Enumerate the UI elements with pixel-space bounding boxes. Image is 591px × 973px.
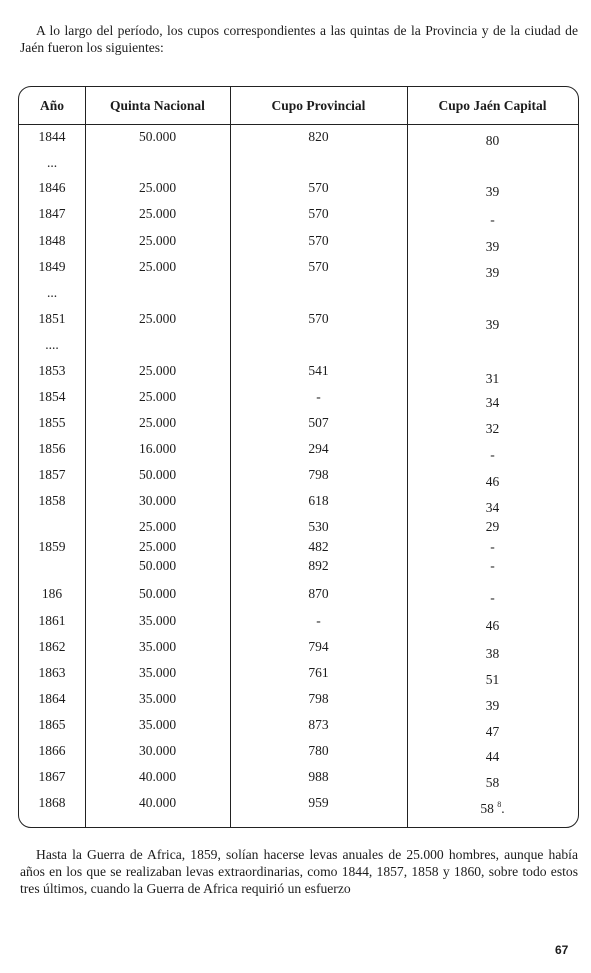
cell-cupo-jaen-capital: - xyxy=(490,447,495,462)
header-cupo-jaen-capital: Cupo Jaén Capital xyxy=(438,98,547,113)
cell-cupo-provincial: 780 xyxy=(308,743,329,758)
cell-cupo-provincial: 570 xyxy=(308,259,329,274)
cell-cupo-provincial: 870 xyxy=(308,586,329,601)
cell-year: 1868 xyxy=(38,795,66,810)
body-paragraph: Hasta la Guerra de Africa, 1859, solían hacerse levas anuales de 25.000 hombres, aunque había años en los que se realizaban levas extraordinarias, como 1844, 1857, 1858 y 1860, sobre todo estos tres últimos, cuando la Guerra de Africa requirió un esfuerzo xyxy=(20,847,578,896)
cell-cupo-jaen-capital: 39 xyxy=(485,265,500,280)
cell-cupo-jaen-capital: 29 xyxy=(485,519,500,534)
cell-quinta-nacional: 50.000 xyxy=(138,586,177,601)
cell-cupo-provincial: 530 xyxy=(308,519,329,534)
cell-cupo-jaen-capital: - xyxy=(490,558,495,573)
cell-year: 186 xyxy=(41,586,63,601)
cell-cupo-jaen-capital: 80 xyxy=(485,133,500,148)
header-quinta-nacional: Quinta Nacional xyxy=(110,98,205,113)
cell-year: 1862 xyxy=(38,639,66,654)
cell-cupo-provincial: 873 xyxy=(308,717,329,732)
cell-quinta-nacional: 25.000 xyxy=(138,363,177,378)
table-header-row xyxy=(19,87,578,125)
cell-cupo-jaen-capital: - xyxy=(490,538,495,554)
cell-cupo-provincial: 541 xyxy=(308,363,329,378)
cell-year: 1867 xyxy=(38,769,66,784)
cell-year: 1861 xyxy=(38,613,66,628)
cell-year: .... xyxy=(45,337,59,352)
cell-cupo-jaen-capital xyxy=(407,801,578,817)
cell-cupo-jaen-capital: 39 xyxy=(485,698,500,713)
cell-quinta-nacional: 40.000 xyxy=(138,795,177,810)
footnote-suffix: . xyxy=(501,801,505,816)
header-cupo-provincial: Cupo Provincial xyxy=(271,98,366,113)
cell-cupo-provincial: 570 xyxy=(308,233,329,248)
cell-cupo-provincial: 570 xyxy=(308,180,329,195)
cell-quinta-nacional: 35.000 xyxy=(138,717,177,732)
cell-quinta-nacional: 35.000 xyxy=(138,691,177,706)
cell-quinta-nacional: 35.000 xyxy=(138,665,177,680)
cell-year: 1853 xyxy=(38,363,66,378)
cell-year: 1855 xyxy=(38,415,66,430)
cell-quinta-nacional: 50.000 xyxy=(138,467,177,482)
intro-paragraph: A lo largo del período, los cupos correspondientes a las quintas de la Provincia y de la ciudad de Jaén fueron los siguientes: xyxy=(20,23,578,55)
cell-quinta-nacional: 25.000 xyxy=(138,389,177,404)
cell-year: 1851 xyxy=(38,311,66,326)
cell-cupo-provincial: 794 xyxy=(308,639,329,654)
cell-year: 1859 xyxy=(38,538,66,554)
cell-year: 1847 xyxy=(38,206,66,221)
cell-cupo-provincial: 507 xyxy=(308,415,329,430)
cell-quinta-nacional: 50.000 xyxy=(138,558,177,573)
cell-cupo-provincial: 570 xyxy=(308,206,329,221)
cell-cupo-jaen-capital: 39 xyxy=(485,317,500,332)
cell-cupo-jaen-capital: 58 xyxy=(485,775,500,790)
cell-year: 1846 xyxy=(38,180,66,195)
cell-quinta-nacional: 25.000 xyxy=(138,180,177,195)
page-number: 67 xyxy=(555,943,569,957)
cell-cupo-provincial: 798 xyxy=(308,467,329,482)
cell-quinta-nacional: 25.000 xyxy=(138,311,177,326)
cell-cupo-provincial: 482 xyxy=(308,538,329,554)
cell-cupo-provincial: 798 xyxy=(308,691,329,706)
cell-year: 1854 xyxy=(38,389,66,404)
cell-cupo-provincial: 618 xyxy=(308,493,329,508)
cell-quinta-nacional: 50.000 xyxy=(138,129,177,144)
cell-value: 58 xyxy=(480,801,494,816)
cell-quinta-nacional: 25.000 xyxy=(138,415,177,430)
cell-cupo-provincial: 820 xyxy=(308,129,329,144)
cell-quinta-nacional: 25.000 xyxy=(138,519,177,534)
cell-cupo-jaen-capital: 38 xyxy=(485,646,500,661)
cell-cupo-provincial: - xyxy=(316,613,321,628)
cell-year: 1844 xyxy=(38,129,66,144)
cell-quinta-nacional: 35.000 xyxy=(138,613,177,628)
cell-cupo-jaen-capital: 51 xyxy=(485,672,500,687)
cell-quinta-nacional: 25.000 xyxy=(138,206,177,221)
cell-cupo-jaen-capital: - xyxy=(490,212,495,227)
cell-cupo-provincial: 892 xyxy=(308,558,329,573)
footnote-marker: 8 xyxy=(497,800,502,809)
cell-year: 1848 xyxy=(38,233,66,248)
cell-year: 1857 xyxy=(38,467,66,482)
cell-quinta-nacional: 30.000 xyxy=(138,743,177,758)
column-divider xyxy=(230,87,231,827)
cell-year: ... xyxy=(46,155,58,170)
cell-cupo-provincial: - xyxy=(316,389,321,404)
cell-quinta-nacional: 16.000 xyxy=(138,441,177,456)
header-year: Año xyxy=(39,98,64,113)
cell-cupo-jaen-capital: 47 xyxy=(485,724,500,739)
cell-cupo-provincial: 988 xyxy=(308,769,329,784)
cell-year: 1864 xyxy=(38,691,66,706)
cell-cupo-jaen-capital: 39 xyxy=(485,184,500,199)
cell-cupo-jaen-capital: 34 xyxy=(485,395,500,410)
cell-quinta-nacional: 25.000 xyxy=(138,233,177,248)
cell-year: ... xyxy=(46,285,58,300)
cell-year: 1856 xyxy=(38,441,66,456)
cell-quinta-nacional: 30.000 xyxy=(138,493,177,508)
cell-quinta-nacional: 25.000 xyxy=(138,538,177,554)
cell-quinta-nacional: 25.000 xyxy=(138,259,177,274)
cell-quinta-nacional: 35.000 xyxy=(138,639,177,654)
cell-year: 1863 xyxy=(38,665,66,680)
cell-cupo-provincial: 959 xyxy=(308,795,329,810)
cell-cupo-provincial: 761 xyxy=(308,665,329,680)
cell-quinta-nacional: 40.000 xyxy=(138,769,177,784)
cell-year: 1866 xyxy=(38,743,66,758)
cell-cupo-provincial: 294 xyxy=(308,441,329,456)
cell-cupo-jaen-capital: 46 xyxy=(485,618,500,633)
cell-year: 1849 xyxy=(38,259,66,274)
cell-cupo-provincial: 570 xyxy=(308,311,329,326)
cell-cupo-jaen-capital: - xyxy=(490,590,495,605)
cell-cupo-jaen-capital: 32 xyxy=(485,421,500,436)
cell-cupo-jaen-capital: 34 xyxy=(485,500,500,515)
cell-cupo-jaen-capital: 39 xyxy=(485,239,500,254)
cell-year: 1865 xyxy=(38,717,66,732)
cell-cupo-jaen-capital: 46 xyxy=(485,474,500,489)
cell-cupo-jaen-capital: 31 xyxy=(485,371,500,386)
cell-year: 1858 xyxy=(38,493,66,508)
column-divider xyxy=(85,87,86,827)
cell-cupo-jaen-capital: 44 xyxy=(485,749,500,764)
quotas-table xyxy=(18,86,579,828)
